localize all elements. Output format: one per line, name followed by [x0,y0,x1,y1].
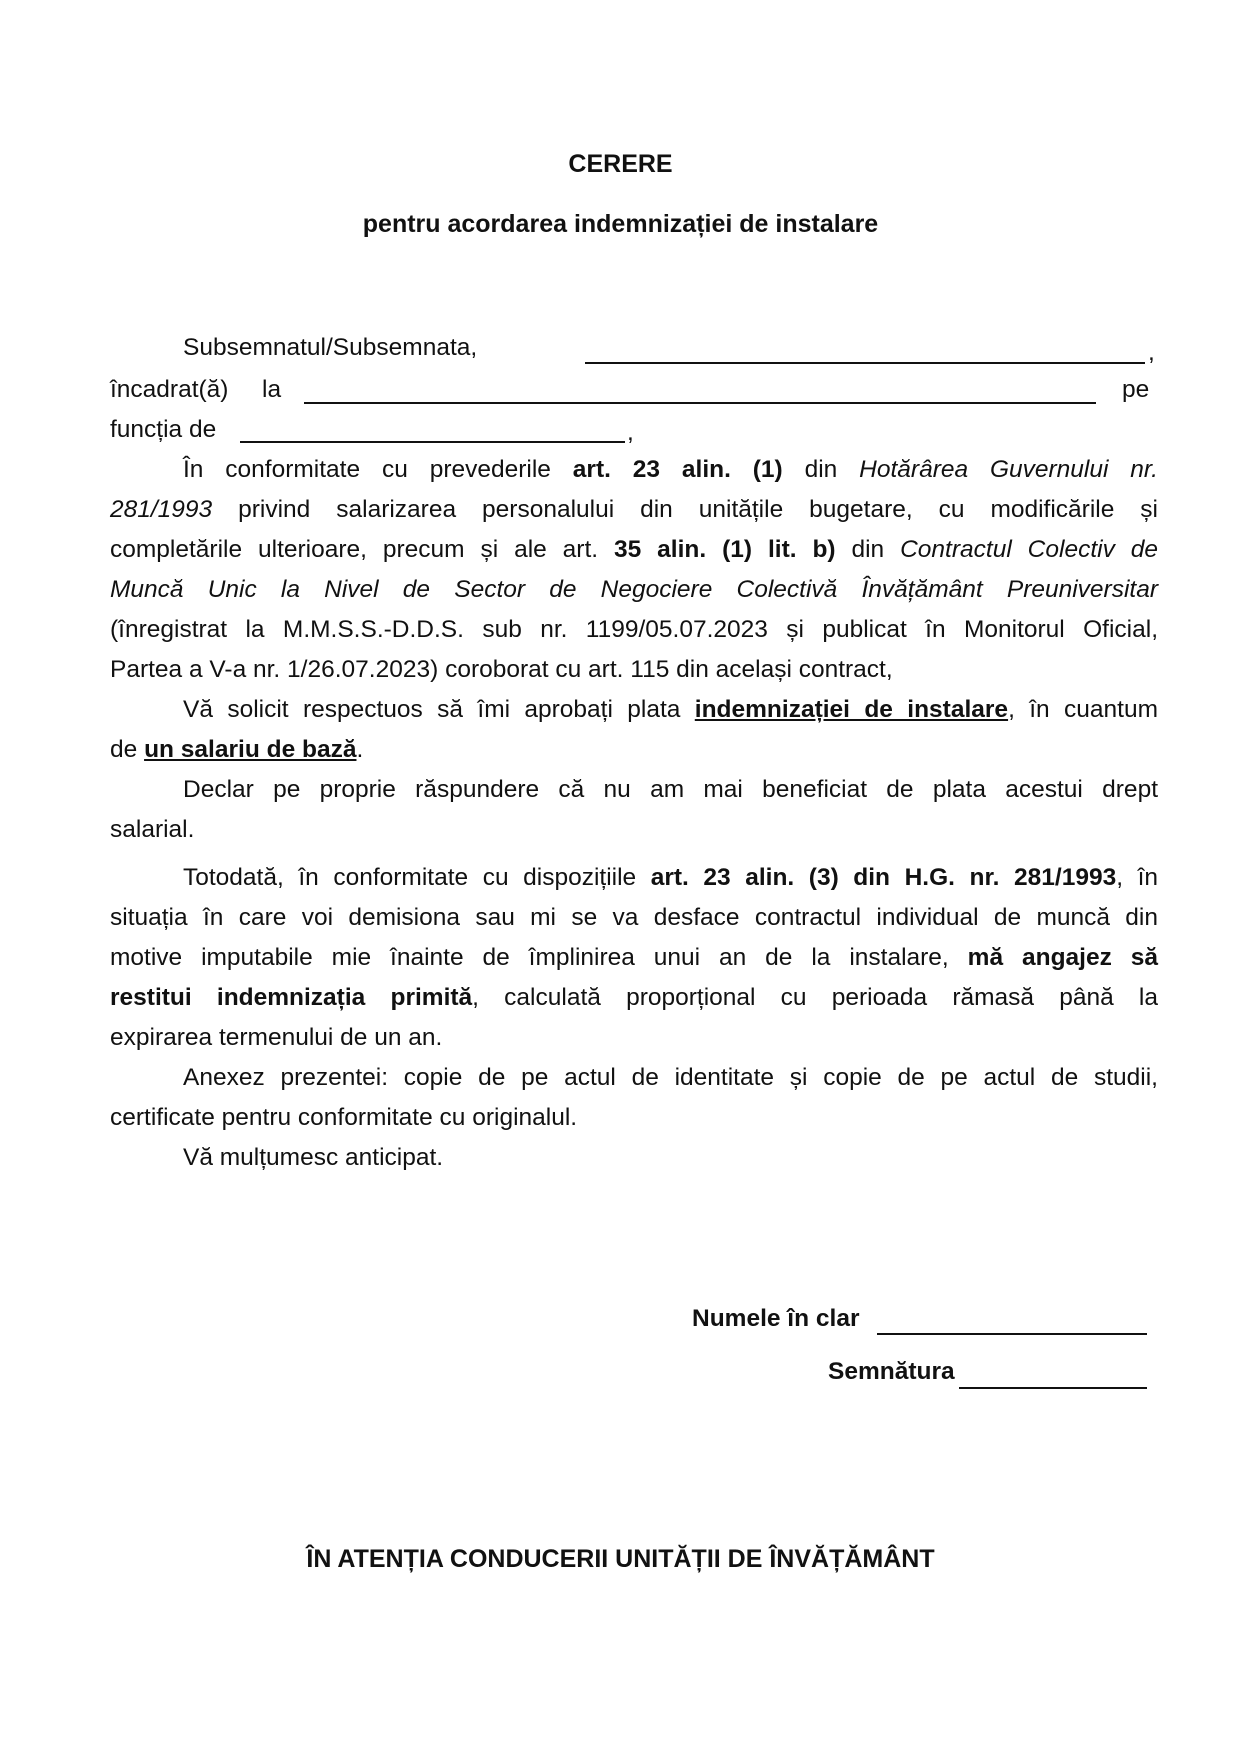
name-label: Numele în clar [692,1305,860,1332]
paragraph-4-line-2: situația în care voi demisiona sau mi se va desface contractul individual de muncă din [110,904,1158,931]
paragraph-5-line-1: Anexez prezentei: copie de pe actul de identitate și copie de pe actul de studii, [183,1064,1158,1091]
signature-field-line[interactable] [959,1387,1147,1389]
name-field-comma: , [1148,339,1155,366]
incadrat-label: încadrat(ă) [110,376,229,403]
subsemnatul-label: Subsemnatul/Subsemnata, [183,334,478,361]
position-field-line[interactable] [240,441,625,443]
paragraph-1-line-3: completările ulterioare, precum și ale art. 35 alin. (1) lit. b) din Contractul Colectiv de [110,536,1158,563]
document-title: CERERE [568,150,673,178]
paragraph-5-line-2: certificate pentru conformitate cu originalul. [110,1104,578,1131]
paragraph-1-line-4: Muncă Unic la Nivel de Sector de Negociere Colectivă Învățământ Preuniversitar [110,576,1158,603]
signature-label: Semnătura [828,1358,955,1385]
footer-title: ÎN ATENȚIA CONDUCERII UNITĂȚII DE ÎNVĂȚĂMÂNT [306,1545,935,1573]
paragraph-2-line-2: de un salariu de bază. [110,736,364,763]
document-subtitle: pentru acordarea indemnizației de instalare [362,210,879,238]
unit-field-line[interactable] [304,402,1096,404]
paragraph-3-line-1: Declar pe proprie răspundere că nu am mai beneficiat de plata acestui drept [183,776,1158,803]
incadrat-pe-label: pe [1122,376,1150,403]
paragraph-1-line-6: Partea a V-a nr. 1/26.07.2023) coroborat cu art. 115 din același contract, [110,656,893,683]
incadrat-la-label: la [262,376,282,403]
paragraph-4-line-5: expirarea termenului de un an. [110,1024,443,1051]
paragraph-1-line-1: În conformitate cu prevederile art. 23 alin. (1) din Hotărârea Guvernului nr. [183,456,1158,483]
name-field-line[interactable] [585,362,1145,364]
paragraph-4-line-1: Totodată, în conformitate cu dispozițiile art. 23 alin. (3) din H.G. nr. 281/1993, în [183,864,1158,891]
paragraph-4-line-4: restitui indemnizația primită, calculată proporțional cu perioada rămasă până la [110,984,1158,1011]
paragraph-3-line-2: salarial. [110,816,195,843]
position-field-comma: , [627,419,634,446]
functia-label: funcția de [110,416,217,443]
printed-name-field-line[interactable] [877,1333,1147,1335]
paragraph-6: Vă mulțumesc anticipat. [183,1144,444,1171]
paragraph-1-line-2: 281/1993 privind salarizarea personalului din unitățile bugetare, cu modificările și [110,496,1158,523]
paragraph-4-line-3: motive imputabile mie înainte de împlinirea unui an de la instalare, mă angajez să [110,944,1159,971]
paragraph-2-line-1: Vă solicit respectuos să îmi aprobați plata indemnizației de instalare, în cuantum [183,696,1158,723]
paragraph-1-line-5: (înregistrat la M.M.S.S.-D.D.S. sub nr. 1199/05.07.2023 și publicat în Monitorul Oficial, [110,616,1158,643]
